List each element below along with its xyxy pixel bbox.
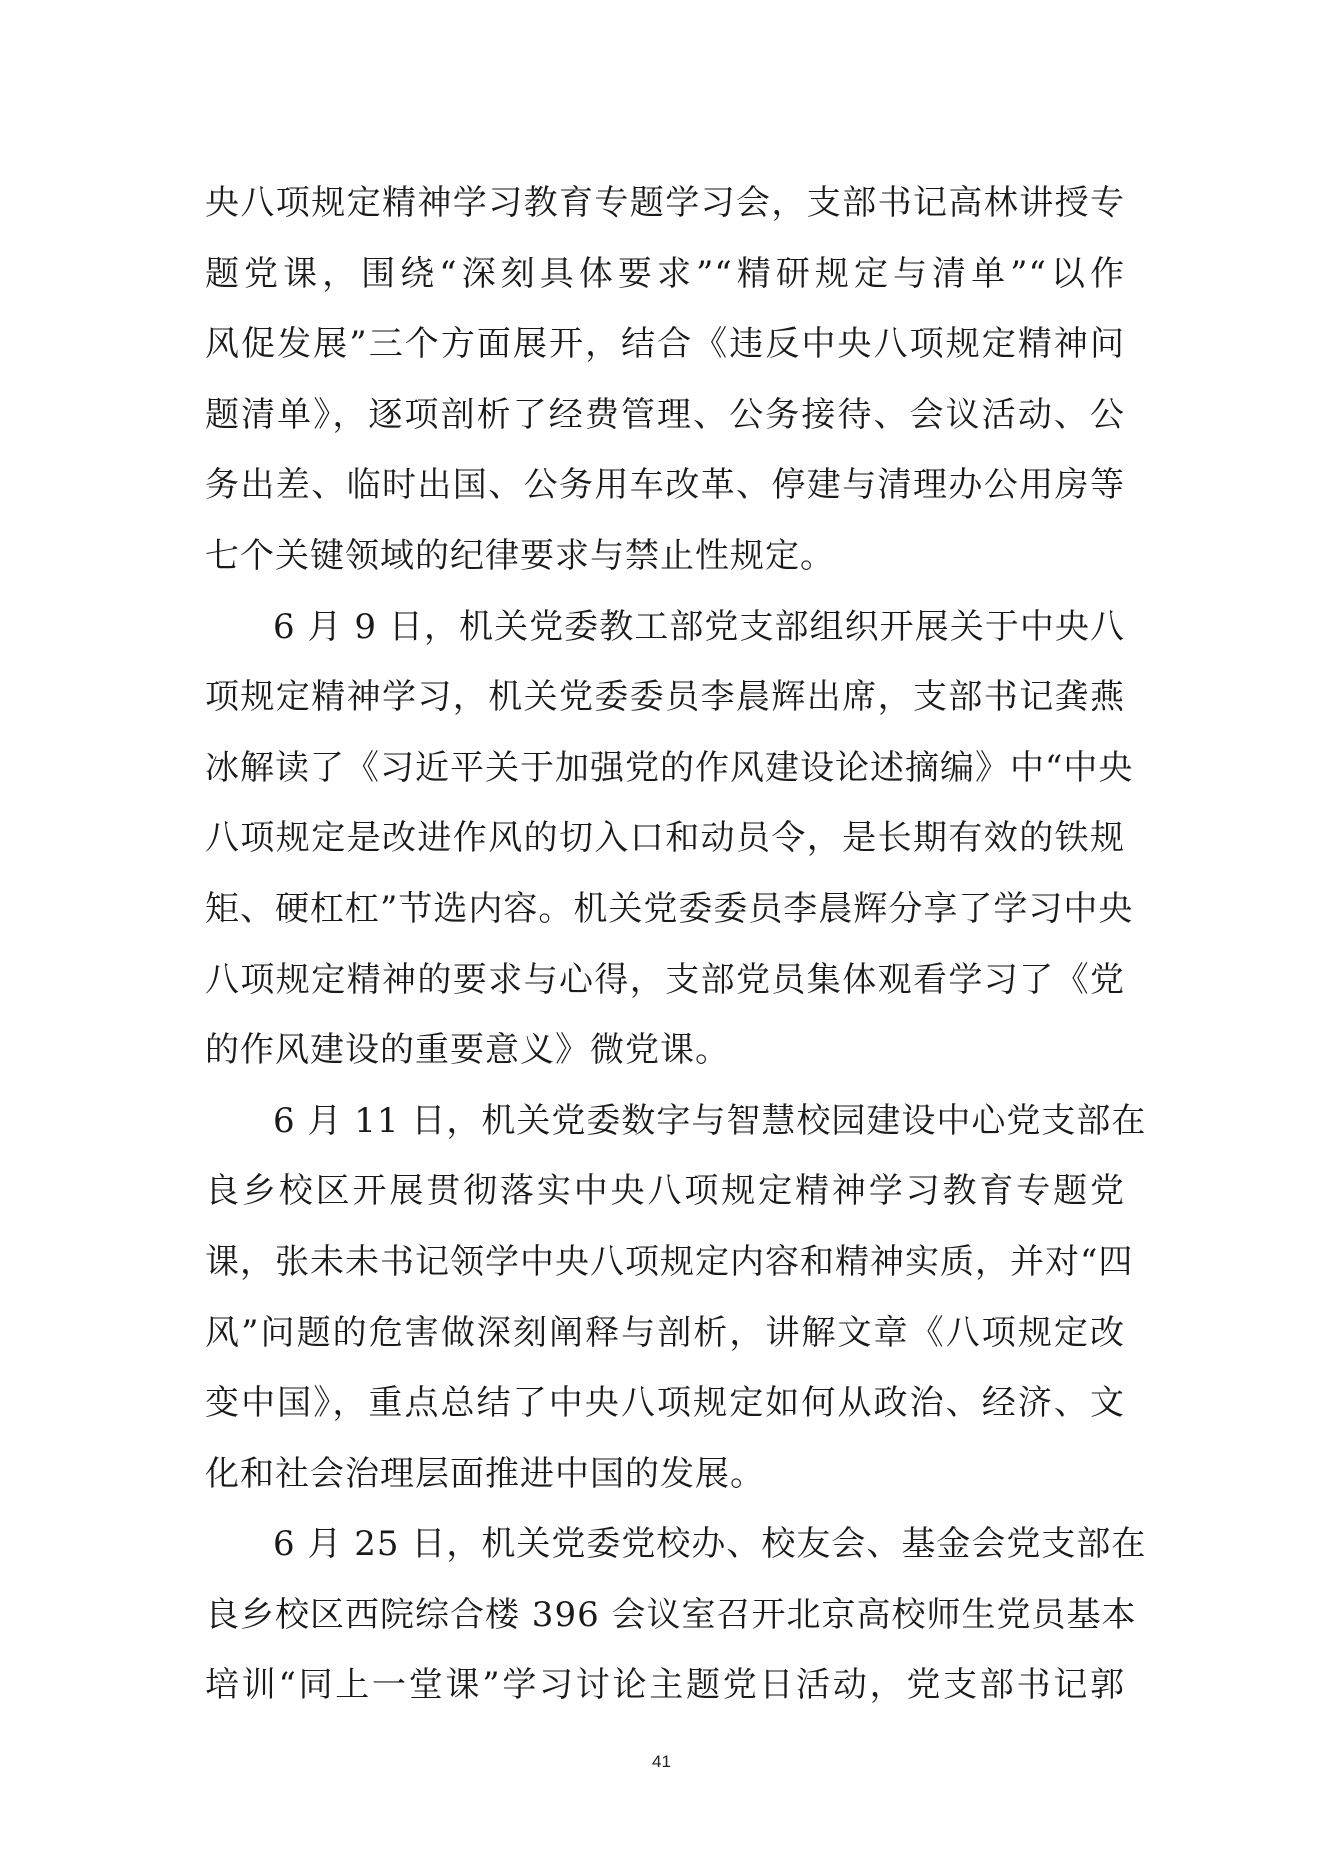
text-line: 冰解读了《习近平关于加强党的作风建设论述摘编》中“中央: [205, 747, 1134, 788]
text-line: 矩、硬杠杠”节选内容。机关党委委员李晨辉分享了学习中央: [205, 888, 1134, 929]
text-line: 风”问题的危害做深刻阐释与剖析，讲解文章《八项规定改: [205, 1312, 1125, 1353]
text-line: 题党课，围绕“深刻具体要求”“精研规定与清单”“以作: [205, 253, 1125, 294]
text-line: 题清单》，逐项剖析了经费管理、公务接待、会议活动、公: [205, 394, 1125, 435]
paragraph-4: [205, 1509, 1147, 1721]
text-line: 项规定精神学习，机关党委委员李晨辉出席，支部书记龚燕: [205, 677, 1125, 718]
text-line: 6 月 9 日，机关党委教工部党支部组织开展关于中央八: [273, 606, 1125, 647]
page-number: 41: [652, 1752, 671, 1771]
text-line: 风促发展”三个方面展开，结合《违反中央八项规定精神问: [205, 324, 1125, 365]
text-line: 的作风建设的重要意义》微党课。: [205, 1030, 730, 1071]
text-line: 化和社会治理层面推进中国的发展。: [205, 1453, 765, 1494]
text-line: 七个关键领域的纪律要求与禁止性规定。: [205, 535, 835, 576]
text-line: 八项规定精神的要求与心得，支部党员集体观看学习了《党: [205, 959, 1125, 1000]
text-line: 八项规定是改进作风的切入口和动员令，是长期有效的铁规: [205, 818, 1125, 859]
text-line: 良乡校区开展贯彻落实中央八项规定精神学习教育专题党: [205, 1171, 1125, 1212]
text-line: 变中国》，重点总结了中央八项规定如何从政治、经济、文: [205, 1383, 1125, 1424]
body-text: [205, 168, 1147, 1721]
text-line: 培训“同上一堂课”学习讨论主题党日活动，党支部书记郭: [205, 1665, 1125, 1706]
text-line: 良乡校区西院综合楼 396 会议室召开北京高校师生党员基本: [205, 1594, 1137, 1635]
text-line: 课，张未未书记领学中央八项规定内容和精神实质，并对“四: [205, 1241, 1134, 1282]
paragraph-3: [205, 1086, 1147, 1510]
paragraph-2: [205, 592, 1134, 1086]
text-line: 央八项规定精神学习教育专题学习会，支部书记高林讲授专: [205, 183, 1125, 223]
text-line: 务出差、临时出国、公务用车改革、停建与清理办公用房等: [205, 465, 1125, 506]
text-line: 6 月 11 日，机关党委数字与智慧校园建设中心党支部在: [273, 1100, 1147, 1141]
text-line: 6 月 25 日，机关党委党校办、校友会、基金会党支部在: [273, 1524, 1147, 1565]
paragraph-1: [205, 168, 1125, 592]
